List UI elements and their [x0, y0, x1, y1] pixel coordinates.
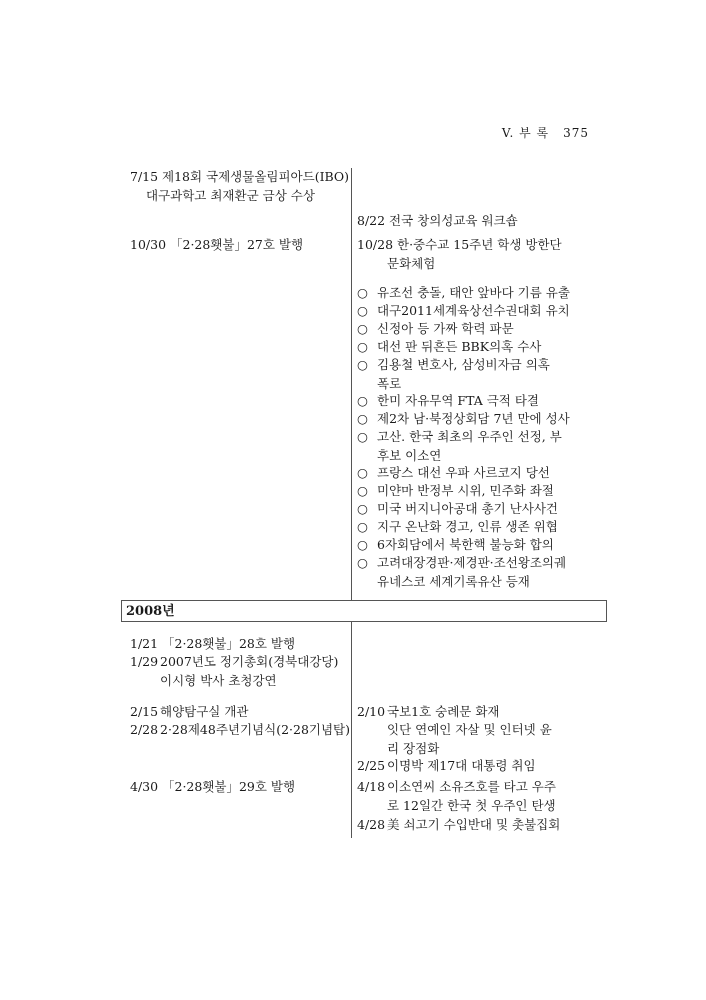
news-bullet: ○ 제2차 남·북정상회담 7년 만에 성사	[357, 411, 570, 426]
column-divider-bottom	[351, 622, 352, 838]
news-bullet: ○ 미얀마 반정부 시위, 민주화 좌절	[357, 483, 554, 498]
left-entry: 10/30 「2·28횃불」27호 발행	[130, 237, 304, 252]
left-entry: 1/21 「2·28횃불」28호 발행	[130, 636, 296, 651]
right-entry: 2/25 이명박 제17대 대통령 취임	[357, 758, 536, 773]
left-entry: 2/28 2·28제48주년기념식(2·28기념탑)	[130, 722, 350, 737]
news-bullet: ○ 유조선 충돌, 태안 앞바다 기름 유출	[357, 285, 570, 300]
news-bullet: ○ 6자회담에서 북한핵 불능화 합의	[357, 537, 554, 552]
right-entry: 잇단 연예인 자살 및 인터넷 윤 리 장점화	[387, 722, 552, 756]
right-entry: 2/10 국보1호 숭례문 화재	[357, 704, 500, 719]
news-bullet: ○ 고려대장경판·제경판·조선왕조의궤 유네스코 세계기록유산 등재	[357, 555, 567, 589]
running-header	[502, 124, 589, 141]
column-divider-top	[351, 168, 352, 600]
news-bullet: ○ 신정아 등 가짜 학력 파문	[357, 321, 514, 336]
news-bullet: ○ 대구2011세계육상선수권대회 유치	[357, 303, 570, 318]
news-bullet: ○ 지구 온난화 경고, 인류 생존 위협	[357, 519, 558, 534]
news-bullet: ○ 프랑스 대선 우파 사르코지 당선	[357, 465, 550, 480]
news-bullet: ○ 대선 판 뒤흔든 BBK의혹 수사	[357, 339, 542, 354]
right-entry: 4/28 美 쇠고기 수입반대 및 촛불집회	[357, 817, 561, 832]
news-bullet: ○ 미국 버지니아공대 총기 난사사건	[357, 501, 558, 516]
left-entry: 4/30 「2·28횃불」29호 발행	[130, 779, 296, 794]
page-number: 375	[563, 126, 589, 140]
section-title: V. 부 록	[501, 126, 550, 140]
left-entry: 1/29 2007년도 정기총회(경북대강당) 이시형 박사 초청강연	[130, 654, 339, 688]
right-entry: 4/18 이소연씨 소유즈호를 타고 우주 로 12일간 한국 첫 우주인 탄생	[357, 779, 556, 813]
year-heading: 2008년	[121, 600, 607, 622]
news-bullet: ○ 한미 자유무역 FTA 극적 타결	[357, 393, 539, 408]
right-entry: 10/28 한·중수교 15주년 학생 방한단 문화체험	[357, 237, 562, 271]
right-entry: 8/22 전국 창의성교육 워크숍	[357, 213, 518, 228]
left-entry: 7/15 제18회 국제생물올림피아드(IBO) 대구과학고 최재환군 금상 수상	[130, 169, 350, 203]
news-bullet: ○ 김용철 변호사, 삼성비자금 의혹 폭로	[357, 357, 550, 391]
news-bullet: ○ 고산. 한국 최초의 우주인 선정, 부 후보 이소연	[357, 429, 562, 463]
left-entry: 2/15 해양탐구실 개관	[130, 704, 249, 719]
